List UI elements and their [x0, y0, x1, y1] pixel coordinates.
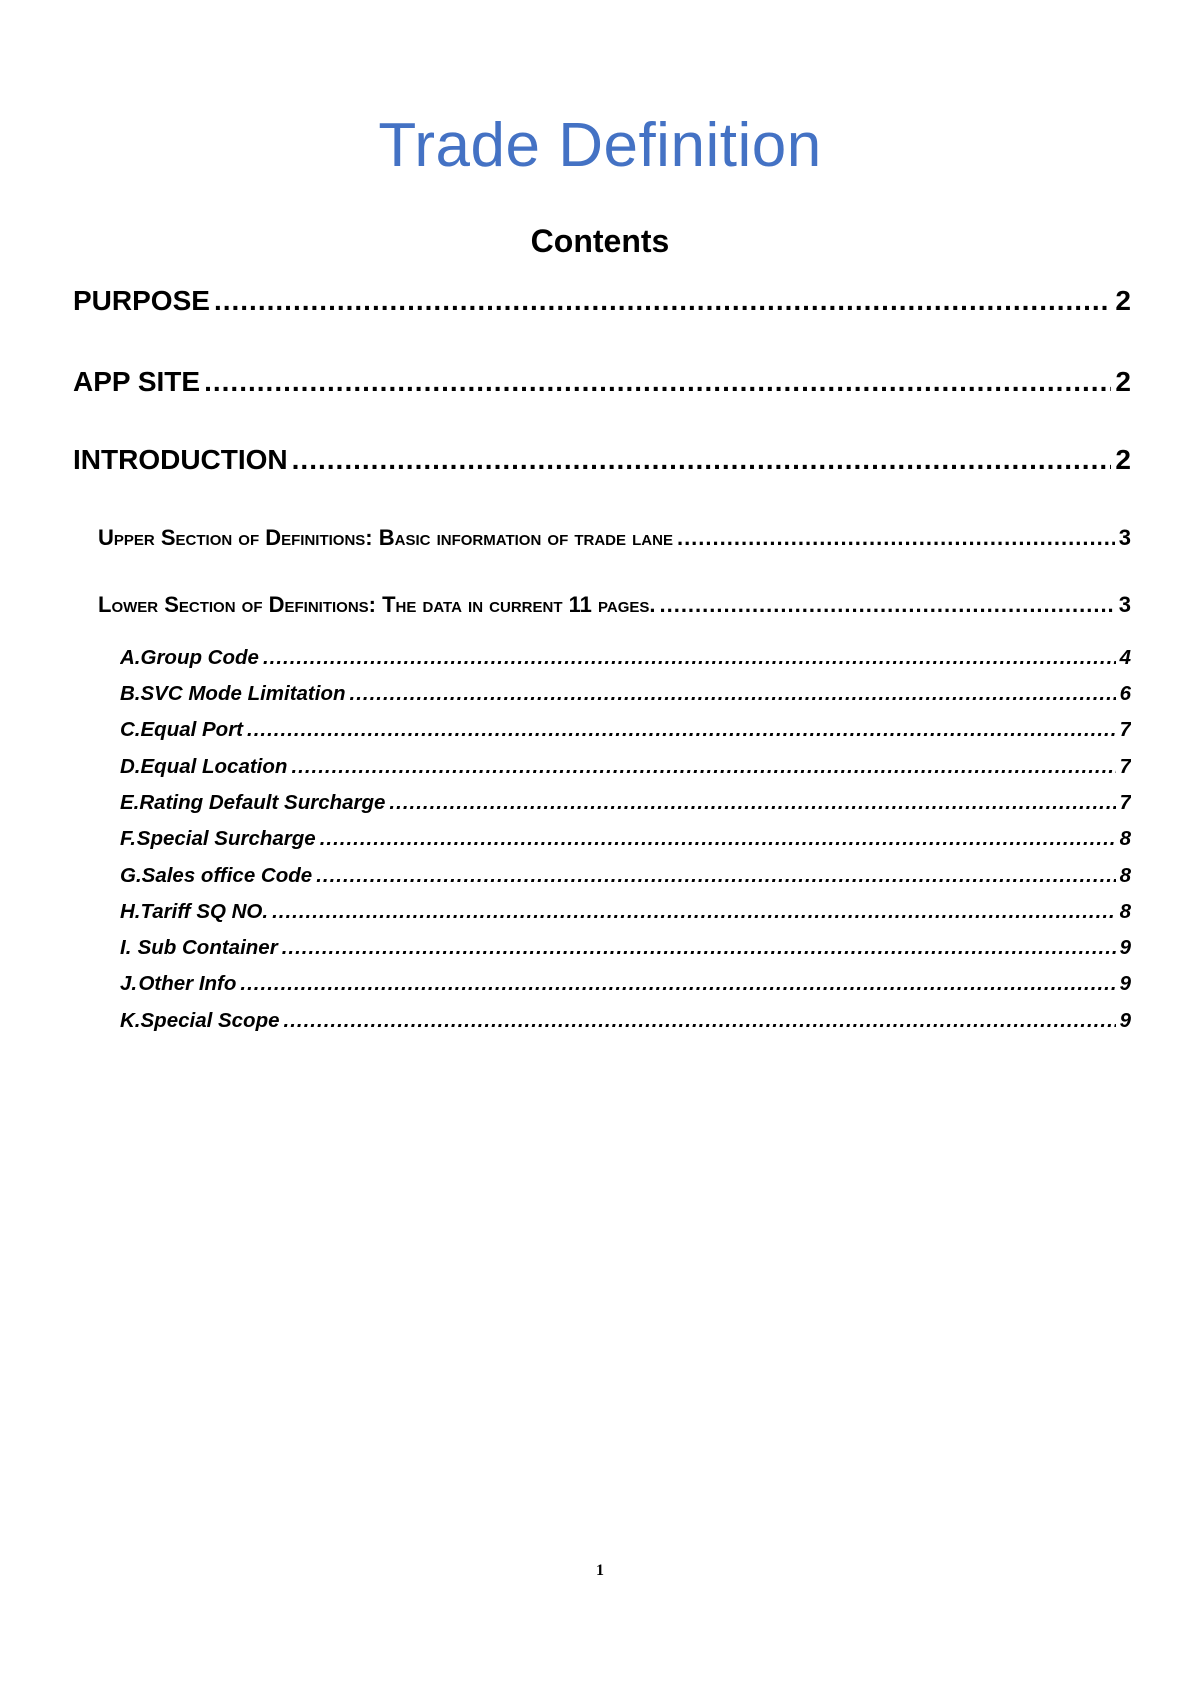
toc-entry-label: Sub Container	[137, 936, 278, 959]
toc-page-number: 3	[1118, 592, 1131, 617]
toc-page-number: 2	[1115, 444, 1131, 475]
toc-page-number: 9	[1119, 936, 1131, 959]
toc-dot-leader	[320, 827, 1116, 851]
toc-entry-sales-office-code[interactable]	[120, 864, 1131, 888]
toc-entry-equal-location[interactable]	[120, 755, 1131, 779]
toc-dot-leader	[291, 755, 1115, 779]
contents-heading: Contents	[530, 223, 670, 259]
toc-entry-label: APP SITE	[73, 366, 201, 397]
toc-page-number: 7	[1119, 791, 1131, 814]
toc-page-number: 6	[1119, 682, 1131, 705]
toc-entry-letter: C.	[120, 718, 141, 741]
toc-entry-tariff-sq-no[interactable]	[120, 900, 1131, 924]
toc-entry-letter: K.	[120, 1009, 141, 1032]
toc-dot-leader	[282, 936, 1116, 960]
toc-dot-leader	[389, 791, 1115, 815]
document-title: Trade Definition	[378, 111, 822, 180]
toc-dot-leader	[292, 444, 1112, 476]
toc-page-number: 2	[1115, 366, 1131, 397]
toc-entry-letter: H.	[120, 900, 141, 923]
toc-entry-purpose[interactable]	[73, 285, 1131, 317]
toc-dot-leader	[316, 864, 1115, 888]
toc-page-number: 7	[1119, 755, 1131, 778]
toc-entry-letter: G.	[120, 864, 142, 887]
toc-entry-letter: I.	[120, 936, 132, 959]
toc-entry-group-code[interactable]	[120, 646, 1131, 670]
toc-entry-app-site[interactable]	[73, 366, 1131, 398]
toc-entry-label: Equal Port	[140, 718, 244, 741]
toc-dot-leader	[214, 285, 1111, 317]
toc-entry-label: Group Code	[140, 646, 259, 669]
toc-page-number: 9	[1119, 972, 1131, 995]
toc-entry-letter: F.	[120, 827, 136, 850]
toc-entry-label: Tariff SQ NO.	[140, 900, 269, 923]
toc-page-number: 3	[1118, 525, 1131, 550]
toc-entry-label: PURPOSE	[73, 285, 210, 316]
toc-dot-leader	[677, 525, 1115, 551]
toc-page-number: 2	[1115, 285, 1131, 316]
toc-entry-label: Rating Default Surcharge	[139, 791, 386, 814]
toc-page-number: 8	[1119, 900, 1131, 923]
toc-dot-leader	[247, 718, 1116, 742]
toc-entry-equal-port[interactable]	[120, 718, 1131, 742]
toc-dot-leader	[240, 972, 1115, 996]
toc-dot-leader	[204, 366, 1111, 398]
toc-entry-letter: B.	[120, 682, 141, 705]
toc-entry-label: Upper Section of Definitions: Basic information of trade lane	[98, 525, 673, 550]
toc-entry-other-info[interactable]	[120, 972, 1131, 996]
toc-entry-label: Special Scope	[140, 1009, 280, 1032]
toc-page-number: 8	[1119, 864, 1131, 887]
toc-entry-label: Special Surcharge	[136, 827, 316, 850]
toc-entry-svc-mode-limitation[interactable]	[120, 682, 1131, 706]
toc-entry-label: Other Info	[138, 972, 237, 995]
toc-entry-introduction[interactable]	[73, 444, 1131, 476]
toc-entry-letter: E.	[120, 791, 140, 814]
toc-page-number: 4	[1119, 646, 1131, 669]
footer-page-number: 1	[596, 1562, 604, 1579]
toc-page-number: 7	[1119, 718, 1131, 741]
toc-entry-letter: A.	[120, 646, 141, 669]
toc-dot-leader	[272, 900, 1116, 924]
toc-entry-label: Equal Location	[140, 755, 288, 778]
toc-entry-rating-default-surcharge[interactable]	[120, 791, 1131, 815]
toc-entry-special-scope[interactable]	[120, 1009, 1131, 1033]
toc-entry-sub-container[interactable]	[120, 936, 1131, 960]
toc-entry-letter: D.	[120, 755, 141, 778]
toc-dot-leader	[659, 592, 1114, 618]
toc-entry-letter: J.	[120, 972, 138, 995]
toc-entry-label: INTRODUCTION	[73, 444, 288, 475]
toc-page-number: 9	[1119, 1009, 1131, 1032]
toc-entry-upper-section[interactable]	[98, 525, 1131, 551]
toc-entry-label: SVC Mode Limitation	[140, 682, 346, 705]
toc-page-number: 8	[1119, 827, 1131, 850]
toc-entry-special-surcharge[interactable]	[120, 827, 1131, 851]
toc-dot-leader	[284, 1009, 1116, 1033]
toc-entry-label: Sales office Code	[141, 864, 313, 887]
toc-entry-label: Lower Section of Definitions: The data in current 11 pages.	[98, 592, 656, 617]
toc-dot-leader	[263, 646, 1116, 670]
toc-entry-lower-section[interactable]	[98, 592, 1131, 618]
toc-dot-leader	[350, 682, 1116, 706]
